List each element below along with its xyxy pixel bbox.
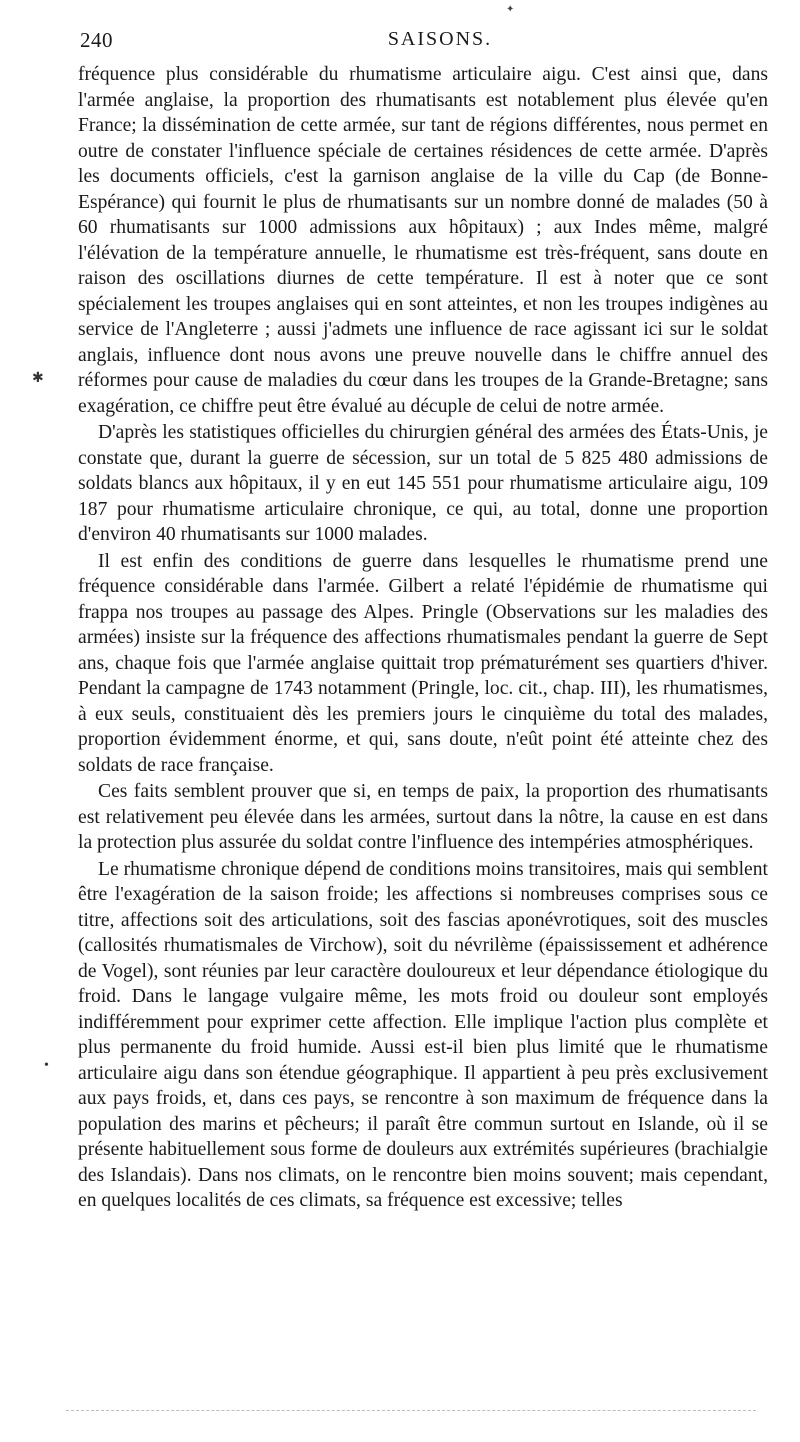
paragraph: Ces faits semblent prouver que si, en temps de paix, la proportion des rhumatisants est relativement peu élevée dans les armées, surtout dans la nôtre, la cause en est dans la protection plus assurée du soldat contre l'influence des intempéries atmosphériques.	[78, 781, 768, 853]
paragraph: Le rhumatisme chronique dépend de conditions moins transitoires, mais qui semblent être l'exagération de la saison froide; les affections si nombreuses comprises sous ce titre, affections soit des articulations, soit des fascias aponévrotiques, soit des muscles (callosités rhumatismales de Virchow), soit du névrilème (épaississement et adhérence de Vogel), sont réunies par leur caractère douloureux et leur dépendance étiologique du froid. Dans le langage vulgaire même, les mots froid ou douleur sont employés indifféremment pour exprimer cette affection. Elle implique l'action plus complète et plus permanente du froid humide. Aussi est-il bien plus limité que le rhumatisme articulaire aigu dans son étendue géographique. Il appartient à peu près exclusivement aux pays froids, et, dans ces pays, se rencontre à son maximum de fréquence dans la population des marins et pêcheurs; il paraît être commun surtout en Islande, où il se présente habituellement sous forme de douleurs aux extrémités supérieures (brachialgie des Islandais). Dans nos climats, on le rencontre bien moins souvent; mais cependant, en quelques localités de ces climats, sa fréquence est excessive; telles	[78, 858, 768, 1211]
page-header	[80, 28, 770, 58]
footer-rule	[66, 1410, 756, 1411]
ink-speck: ✦	[506, 4, 515, 15]
page-number: 240	[80, 28, 113, 52]
margin-mark: ✱	[32, 371, 44, 386]
paragraph: D'après les statistiques officielles du chirurgien général des armées des États-Unis, je constate que, durant la guerre de sécession, sur un total de 5 825 480 admissions de soldats blancs aux hôpitaux, il y en eut 145 551 pour rhumatisme articulaire aigu, 109 187 pour rhumatisme articulaire chronique, ce qui, au total, donne une proportion d'environ 40 rhumatisants sur 1000 malades.	[78, 422, 768, 545]
paragraph: fréquence plus considérable du rhumatisme articulaire aigu. C'est ainsi que, dans l'armée anglaise, la proportion des rhumatisants est notablement plus élevée qu'en France; la dissémination de cette armée, sur tant de régions différentes, nous permet en outre de constater l'influence spéciale de certaines résidences de cette armée. D'après les documents officiels, c'est la garnison anglaise de la ville du Cap (de Bonne-Espérance) qui fournit le plus de rhumatisants sur un nombre donné de malades (50 à 60 rhumatisants sur 1000 admissions aux hôpitaux) ; aux Indes même, malgré l'élévation de la température annuelle, le rhumatisme est très-fréquent, sans doute en raison des oscillations diurnes de cette température. Il est à noter que ce sont spécialement les troupes anglaises qui en sont atteintes, et non les troupes indigènes au service de l'Angleterre ; aussi j'admets une influence de race agissant ici sur le soldat anglais, influence dont nous avons une preuve nouvelle dans le chiffre annuel des réformes pour cause de maladies du cœur dans les troupes de la Grande-Bretagne; sans exagération, ce chiffre peut être évalué au décuple de celui de notre armée.	[78, 64, 768, 417]
paragraph: Il est enfin des conditions de guerre dans lesquelles le rhumatisme prend une fréquence considérable dans l'armée. Gilbert a relaté l'épidémie de rhumatisme qui frappa nos troupes au passage des Alpes. Pringle (Observations sur les maladies des armées) insiste sur la fréquence des affections rhumatismales pendant la guerre de Sept ans, chaque fois que l'armée anglaise quittait trop prématurément ses quartiers d'hiver. Pendant la campagne de 1743 notamment (Pringle, loc. cit., chap. III), les rhumatismes, à eux seuls, constituaient dès les premiers jours le cinquième du total des malades, proportion évidemment énorme, et qui, sans doute, n'eût point été atteinte chez des soldats de race française.	[78, 550, 768, 776]
running-title: SAISONS.	[387, 28, 493, 50]
margin-mark: •	[44, 1058, 49, 1073]
body-text	[78, 62, 768, 1215]
